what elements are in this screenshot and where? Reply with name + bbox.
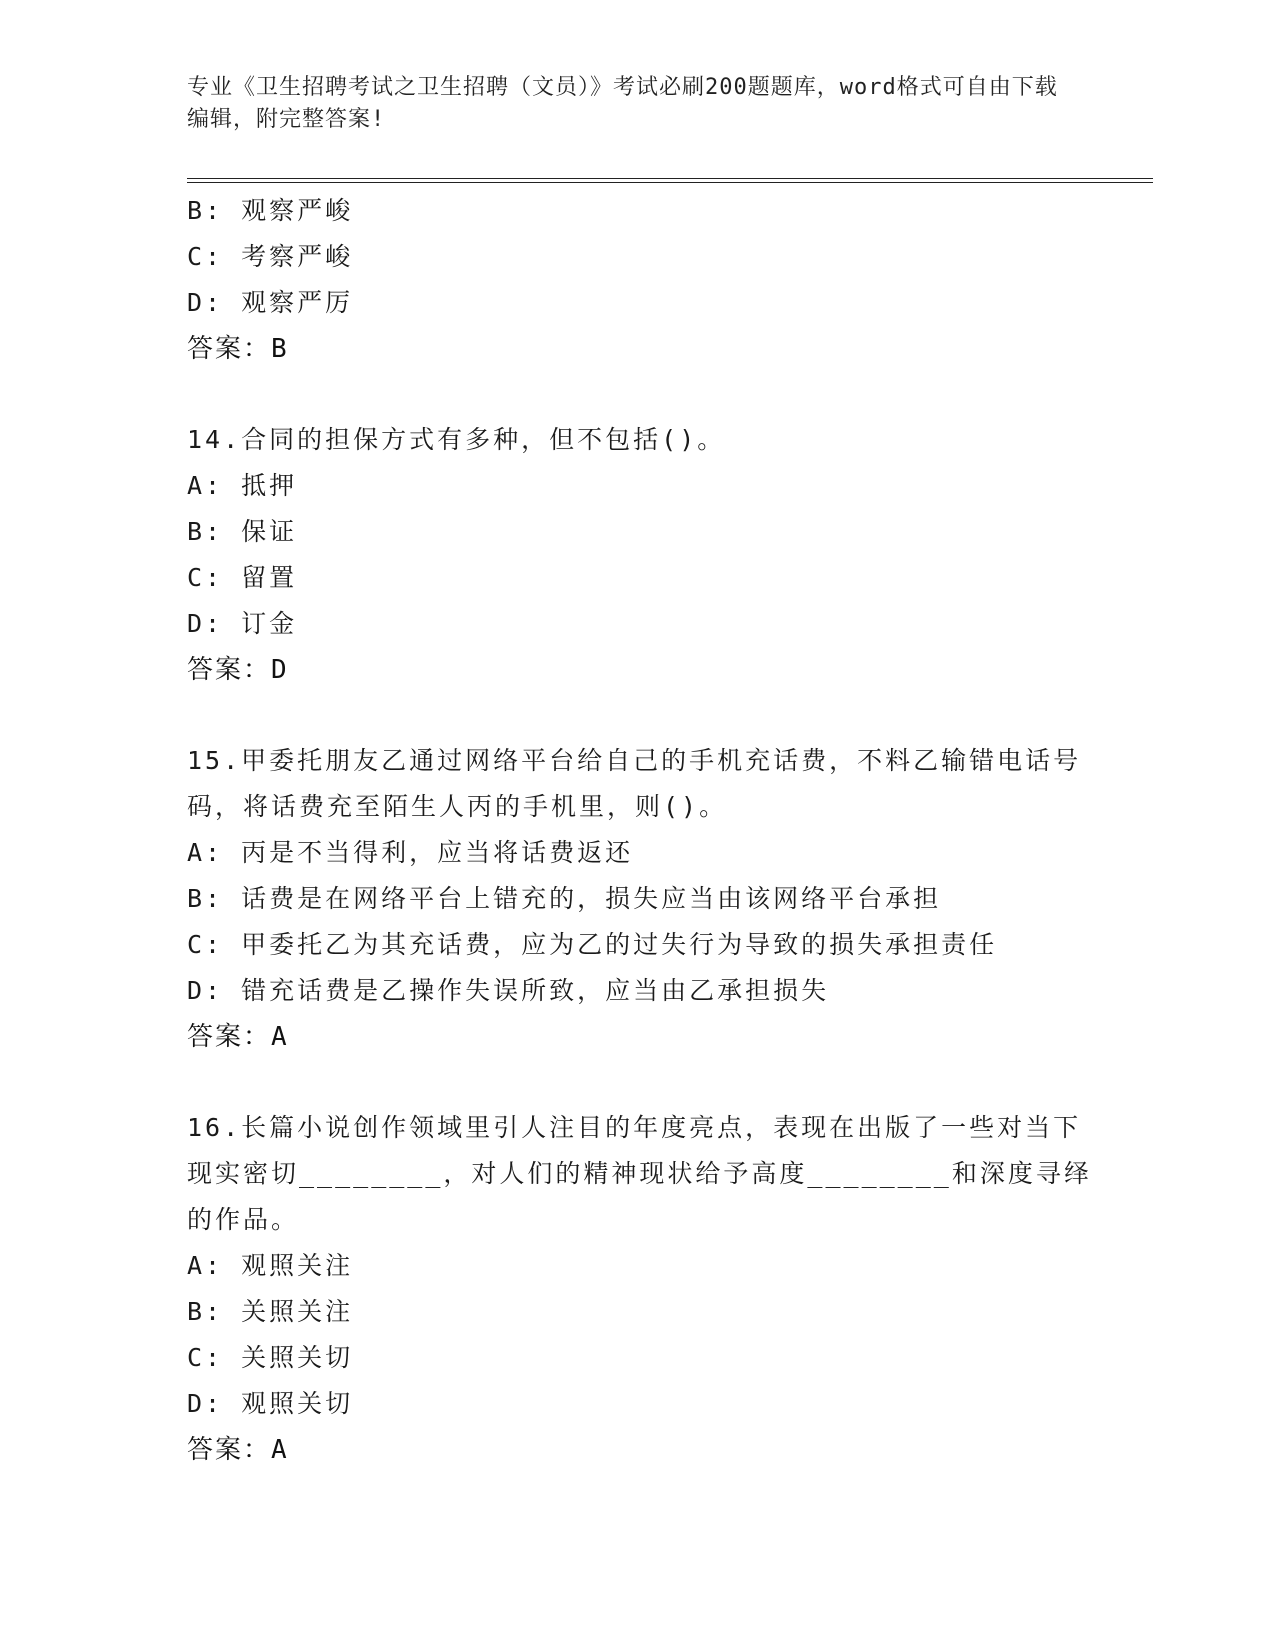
option-b: B: 观察严峻 — [187, 196, 354, 225]
header-divider — [187, 178, 1153, 183]
option-b: B: 保证 — [187, 517, 298, 546]
option-d: D: 错充话费是乙操作失误所致，应当由乙承担损失 — [187, 976, 830, 1005]
option-c: C: 甲委托乙为其充话费，应为乙的过失行为导致的损失承担责任 — [187, 930, 998, 959]
question-stem: 15.甲委托朋友乙通过网络平台给自己的手机充话费，不料乙输错电话号码，将话费充至陌生人丙的手机里，则()。 — [187, 746, 1082, 821]
option-d: D: 观察严厉 — [187, 288, 354, 317]
answer-line — [187, 1427, 1107, 1473]
document-header-title: 专业《卫生招聘考试之卫生招聘（文员）》考试必刷200题题库，word格式可自由下载编辑，附完整答案! — [187, 75, 1058, 132]
question-16 — [187, 1105, 1107, 1473]
option-a: A: 抵押 — [187, 471, 298, 500]
answer-label: 答案： — [187, 655, 272, 685]
option-d: D: 观照关切 — [187, 1389, 354, 1418]
question-15 — [187, 738, 1107, 1060]
option-c: C: 留置 — [187, 563, 298, 592]
option-b: B: 话费是在网络平台上错充的，损失应当由该网络平台承担 — [187, 884, 942, 913]
answer-label: 答案： — [187, 1022, 272, 1052]
question-stem: 14.合同的担保方式有多种，但不包括()。 — [187, 425, 726, 454]
answer-line — [187, 647, 1107, 693]
question-list — [187, 188, 1107, 1473]
option-b: B: 关照关注 — [187, 1297, 354, 1326]
option-c: C: 考察严峻 — [187, 242, 354, 271]
question-stem: 16.长篇小说创作领域里引人注目的年度亮点，表现在出版了一些对当下现实密切________，对人们的精神现状给予高度________和深度寻绎的作品。 — [187, 1113, 1092, 1234]
answer-value: B — [271, 334, 289, 364]
question-13-tail — [187, 188, 1107, 372]
option-d: D: 订金 — [187, 609, 298, 638]
question-14 — [187, 417, 1107, 693]
answer-label: 答案： — [187, 334, 272, 364]
option-a: A: 丙是不当得利，应当将话费返还 — [187, 838, 634, 867]
answer-value: A — [271, 1435, 289, 1465]
answer-label: 答案： — [187, 1435, 272, 1465]
answer-value: A — [271, 1022, 289, 1052]
answer-line — [187, 1014, 1107, 1060]
option-a: A: 观照关注 — [187, 1251, 354, 1280]
answer-value: D — [271, 655, 289, 685]
answer-line — [187, 326, 1107, 372]
question-spacer — [187, 693, 1107, 738]
question-spacer — [187, 372, 1107, 417]
question-spacer — [187, 1060, 1107, 1105]
option-c: C: 关照关切 — [187, 1343, 354, 1372]
